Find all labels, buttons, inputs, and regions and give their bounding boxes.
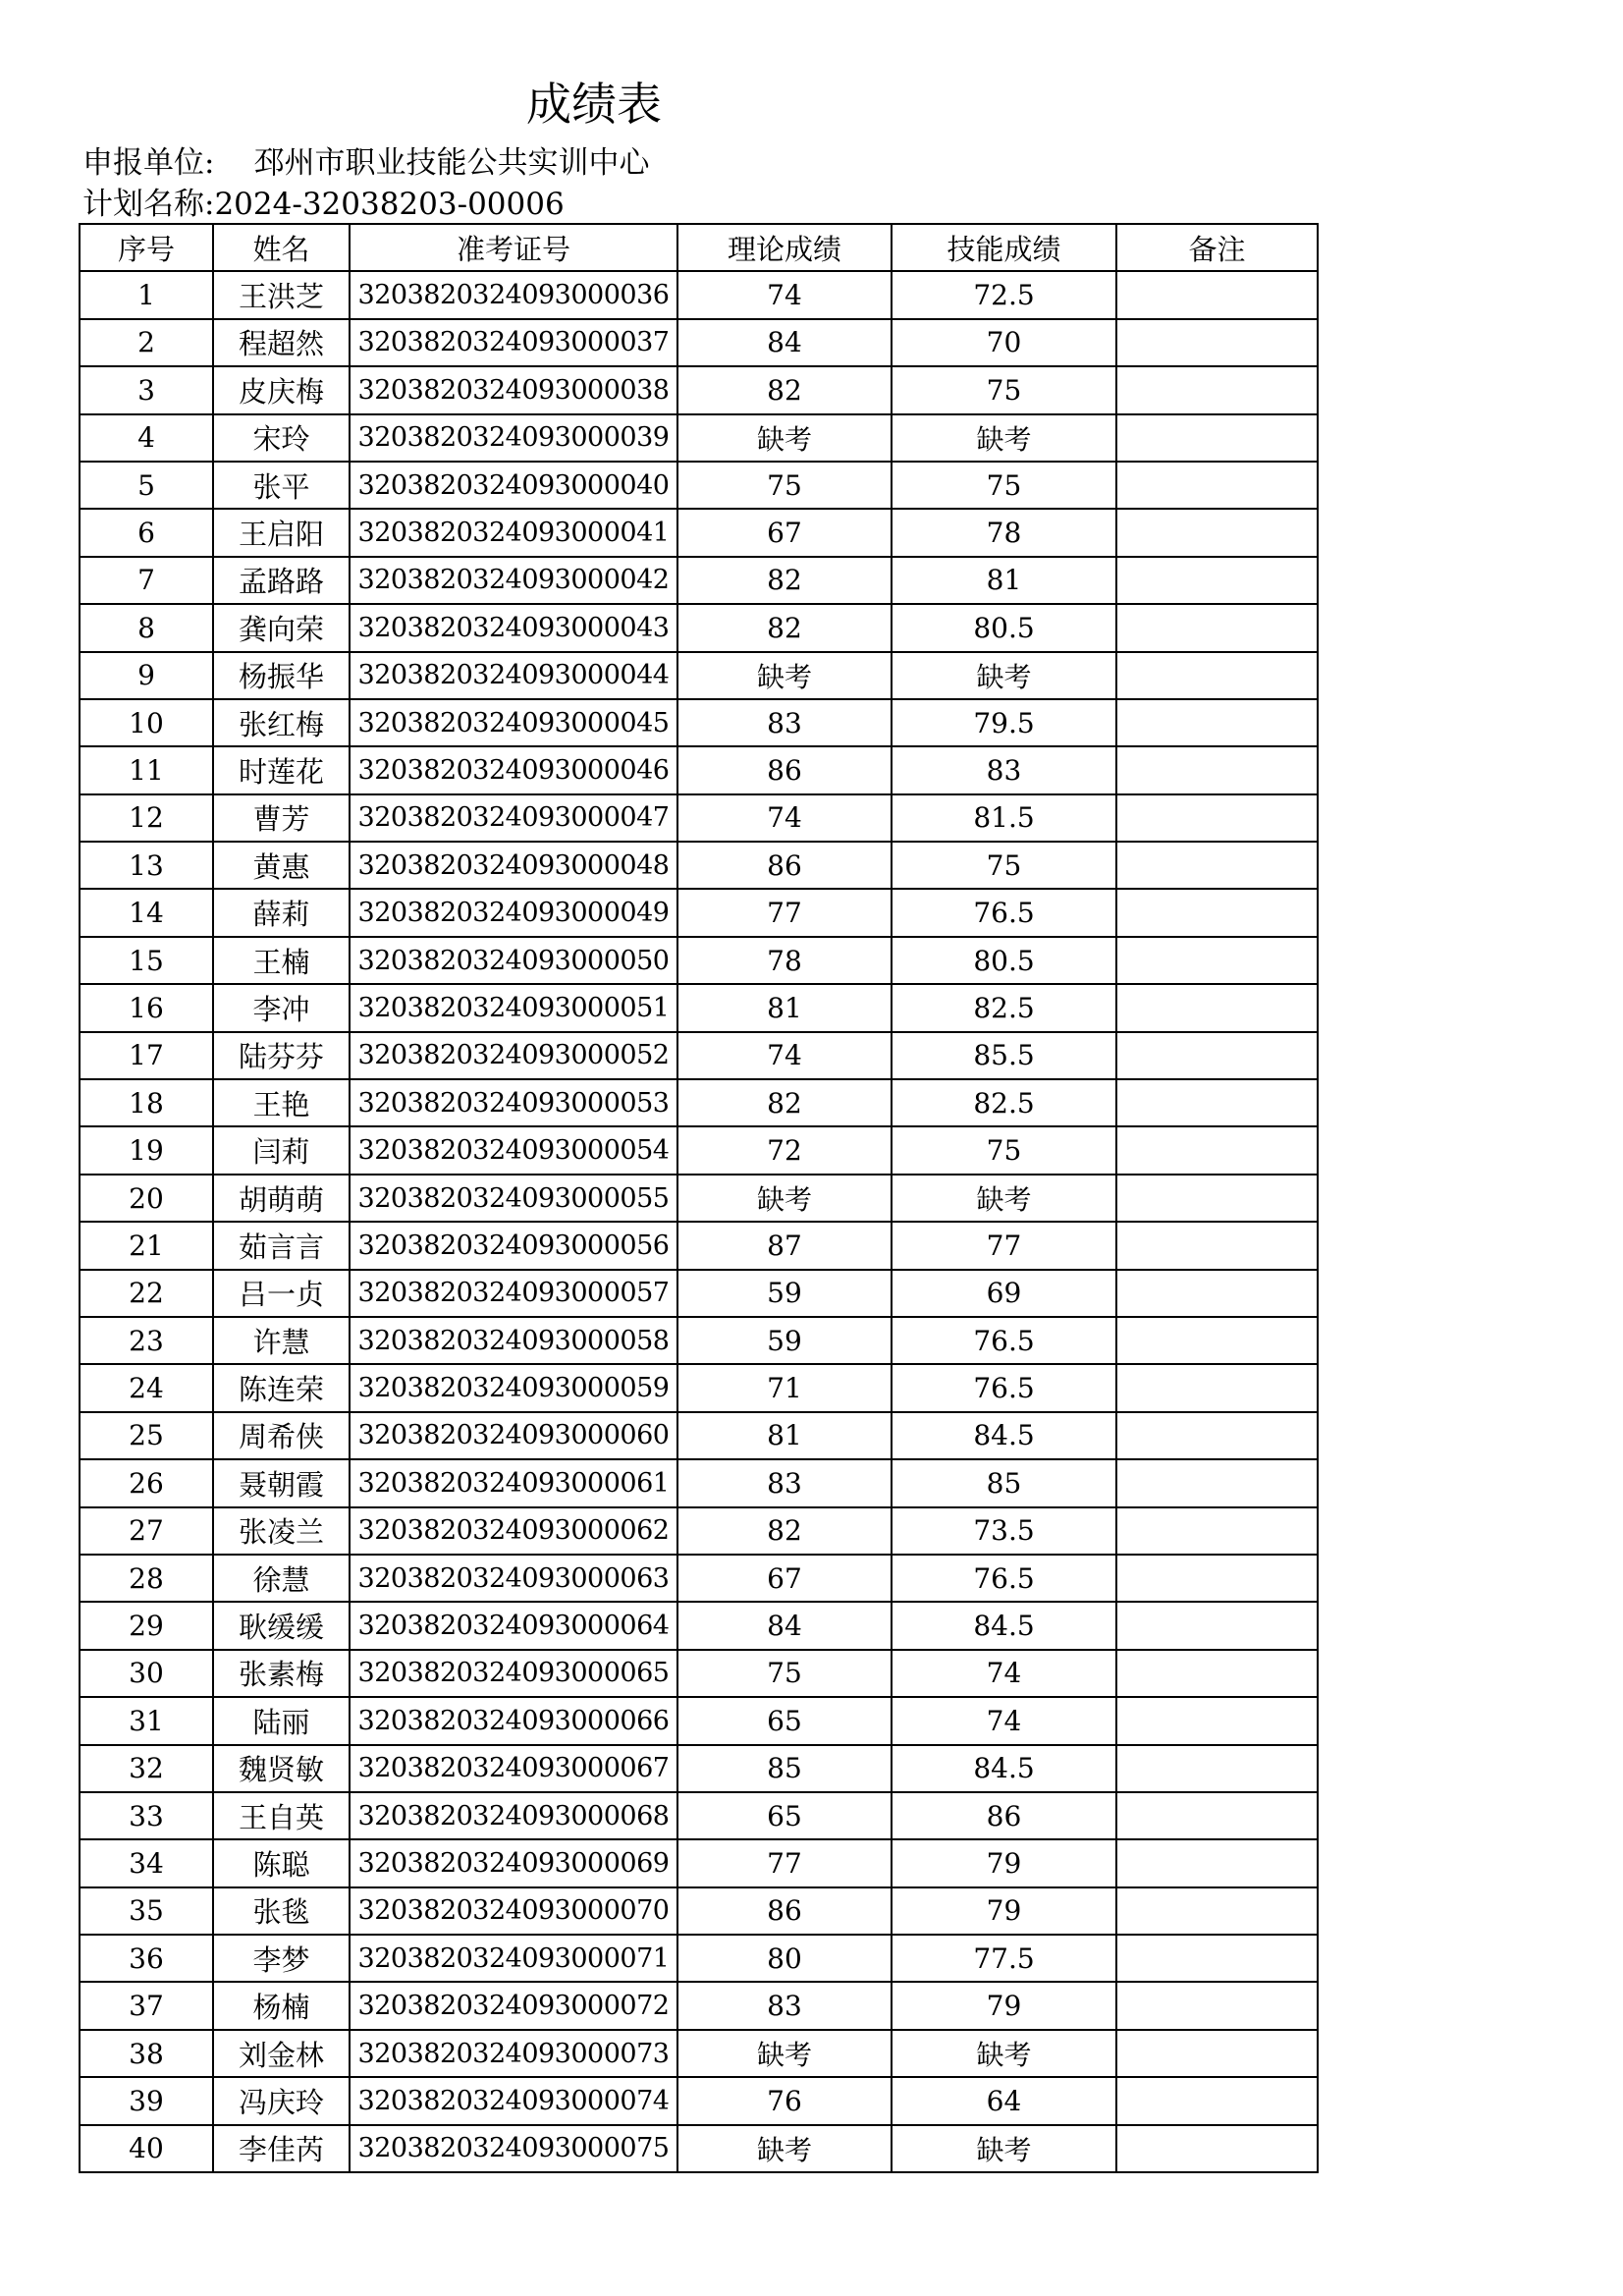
cell-remarks: [1116, 1839, 1318, 1886]
cell-remarks: [1116, 366, 1318, 413]
cell-remarks: [1116, 1317, 1318, 1364]
table-row: [80, 1412, 1318, 1459]
cell-skill-score: 79: [892, 1839, 1116, 1886]
cell-serial-number: 21: [80, 1222, 213, 1269]
cell-name: 李梦: [213, 1935, 350, 1982]
cell-exam-number: 3203820324093000058: [350, 1317, 677, 1364]
cell-serial-number: 25: [80, 1412, 213, 1459]
cell-serial-number: 16: [80, 984, 213, 1031]
cell-name: 宋玲: [213, 414, 350, 462]
cell-remarks: [1116, 1507, 1318, 1555]
cell-name: 陈聪: [213, 1839, 350, 1886]
cell-exam-number: 3203820324093000065: [350, 1650, 677, 1697]
cell-theory-score: 86: [677, 1887, 892, 1935]
cell-theory-score: 缺考: [677, 1175, 892, 1222]
cell-exam-number: 3203820324093000061: [350, 1459, 677, 1506]
cell-serial-number: 19: [80, 1126, 213, 1174]
cell-serial-number: 9: [80, 652, 213, 699]
cell-name: 聂朝霞: [213, 1459, 350, 1506]
cell-remarks: [1116, 1887, 1318, 1935]
cell-remarks: [1116, 1745, 1318, 1792]
cell-serial-number: 40: [80, 2125, 213, 2172]
cell-remarks: [1116, 1555, 1318, 1602]
cell-exam-number: 3203820324093000062: [350, 1507, 677, 1555]
cell-skill-score: 75: [892, 366, 1116, 413]
cell-skill-score: 缺考: [892, 2030, 1116, 2077]
table-row: [80, 1032, 1318, 1079]
cell-theory-score: 71: [677, 1364, 892, 1411]
cell-remarks: [1116, 1126, 1318, 1174]
cell-skill-score: 82.5: [892, 984, 1116, 1031]
plan-name-value: 2024-32038203-00006: [214, 187, 565, 222]
cell-remarks: [1116, 2077, 1318, 2124]
cell-theory-score: 67: [677, 509, 892, 556]
cell-exam-number: 3203820324093000075: [350, 2125, 677, 2172]
cell-theory-score: 59: [677, 1317, 892, 1364]
table-row: [80, 889, 1318, 936]
cell-exam-number: 3203820324093000047: [350, 794, 677, 842]
cell-remarks: [1116, 604, 1318, 651]
cell-exam-number: 3203820324093000059: [350, 1364, 677, 1411]
cell-exam-number: 3203820324093000052: [350, 1032, 677, 1079]
cell-theory-score: 84: [677, 319, 892, 366]
table-row: [80, 1697, 1318, 1744]
cell-theory-score: 84: [677, 1602, 892, 1649]
cell-theory-score: 87: [677, 1222, 892, 1269]
cell-name: 张红梅: [213, 699, 350, 746]
table-header-row: [80, 224, 1318, 271]
cell-theory-score: 缺考: [677, 2030, 892, 2077]
cell-exam-number: 3203820324093000072: [350, 1982, 677, 2029]
cell-exam-number: 3203820324093000037: [350, 319, 677, 366]
table-row: [80, 1839, 1318, 1886]
cell-exam-number: 3203820324093000051: [350, 984, 677, 1031]
table-row: [80, 557, 1318, 604]
cell-exam-number: 3203820324093000041: [350, 509, 677, 556]
cell-serial-number: 28: [80, 1555, 213, 1602]
cell-name: 程超然: [213, 319, 350, 366]
cell-skill-score: 75: [892, 462, 1116, 509]
cell-skill-score: 79: [892, 1887, 1116, 1935]
applicant-unit-label: 申报单位:: [82, 145, 215, 181]
page-title: 成绩表: [526, 78, 662, 131]
cell-skill-score: 84.5: [892, 1412, 1116, 1459]
cell-remarks: [1116, 1222, 1318, 1269]
cell-theory-score: 80: [677, 1935, 892, 1982]
cell-name: 闫莉: [213, 1126, 350, 1174]
cell-skill-score: 80.5: [892, 937, 1116, 984]
cell-remarks: [1116, 1032, 1318, 1079]
cell-theory-score: 83: [677, 1982, 892, 2029]
cell-skill-score: 76.5: [892, 889, 1116, 936]
cell-remarks: [1116, 509, 1318, 556]
cell-exam-number: 3203820324093000045: [350, 699, 677, 746]
cell-serial-number: 34: [80, 1839, 213, 1886]
cell-theory-score: 82: [677, 366, 892, 413]
cell-exam-number: 3203820324093000056: [350, 1222, 677, 1269]
table-row: [80, 746, 1318, 793]
cell-skill-score: 85.5: [892, 1032, 1116, 1079]
cell-remarks: [1116, 1602, 1318, 1649]
cell-skill-score: 64: [892, 2077, 1116, 2124]
cell-theory-score: 81: [677, 984, 892, 1031]
table-row: [80, 937, 1318, 984]
cell-skill-score: 缺考: [892, 414, 1116, 462]
cell-name: 张毯: [213, 1887, 350, 1935]
cell-serial-number: 33: [80, 1792, 213, 1839]
cell-name: 杨楠: [213, 1982, 350, 2029]
cell-name: 时莲花: [213, 746, 350, 793]
cell-theory-score: 82: [677, 604, 892, 651]
cell-name: 茹言言: [213, 1222, 350, 1269]
cell-remarks: [1116, 1364, 1318, 1411]
cell-name: 陆芬芬: [213, 1032, 350, 1079]
cell-theory-score: 76: [677, 2077, 892, 2124]
cell-skill-score: 81: [892, 557, 1116, 604]
applicant-unit-value: 邳州市职业技能公共实训中心: [253, 145, 650, 181]
cell-exam-number: 3203820324093000048: [350, 842, 677, 889]
cell-theory-score: 67: [677, 1555, 892, 1602]
table-row: [80, 652, 1318, 699]
table-row: [80, 699, 1318, 746]
cell-theory-score: 85: [677, 1745, 892, 1792]
cell-exam-number: 3203820324093000036: [350, 271, 677, 318]
cell-skill-score: 72.5: [892, 271, 1116, 318]
cell-exam-number: 3203820324093000039: [350, 414, 677, 462]
cell-serial-number: 7: [80, 557, 213, 604]
cell-skill-score: 81.5: [892, 794, 1116, 842]
cell-theory-score: 74: [677, 271, 892, 318]
table-row: [80, 1175, 1318, 1222]
cell-skill-score: 缺考: [892, 2125, 1116, 2172]
cell-skill-score: 76.5: [892, 1364, 1116, 1411]
cell-serial-number: 12: [80, 794, 213, 842]
cell-name: 薛莉: [213, 889, 350, 936]
cell-remarks: [1116, 889, 1318, 936]
cell-remarks: [1116, 699, 1318, 746]
cell-exam-number: 3203820324093000042: [350, 557, 677, 604]
cell-remarks: [1116, 2030, 1318, 2077]
cell-skill-score: 80.5: [892, 604, 1116, 651]
cell-theory-score: 缺考: [677, 2125, 892, 2172]
cell-skill-score: 74: [892, 1697, 1116, 1744]
cell-remarks: [1116, 1412, 1318, 1459]
cell-remarks: [1116, 462, 1318, 509]
table-row: [80, 1745, 1318, 1792]
cell-name: 王自英: [213, 1792, 350, 1839]
cell-serial-number: 37: [80, 1982, 213, 2029]
cell-name: 皮庆梅: [213, 366, 350, 413]
cell-skill-score: 77: [892, 1222, 1116, 1269]
cell-exam-number: 3203820324093000038: [350, 366, 677, 413]
cell-name: 耿缓缓: [213, 1602, 350, 1649]
table-row: [80, 984, 1318, 1031]
cell-serial-number: 31: [80, 1697, 213, 1744]
cell-serial-number: 30: [80, 1650, 213, 1697]
cell-skill-score: 79: [892, 1982, 1116, 2029]
cell-serial-number: 13: [80, 842, 213, 889]
cell-name: 吕一贞: [213, 1270, 350, 1317]
cell-skill-score: 75: [892, 1126, 1116, 1174]
cell-name: 张平: [213, 462, 350, 509]
cell-theory-score: 65: [677, 1792, 892, 1839]
table-row: [80, 1507, 1318, 1555]
table-row: [80, 414, 1318, 462]
cell-serial-number: 39: [80, 2077, 213, 2124]
cell-theory-score: 缺考: [677, 414, 892, 462]
table-row: [80, 509, 1318, 556]
cell-exam-number: 3203820324093000046: [350, 746, 677, 793]
cell-skill-score: 84.5: [892, 1602, 1116, 1649]
table-row: [80, 1317, 1318, 1364]
table-row: [80, 1079, 1318, 1126]
cell-serial-number: 6: [80, 509, 213, 556]
cell-name: 李冲: [213, 984, 350, 1031]
cell-theory-score: 65: [677, 1697, 892, 1744]
cell-name: 杨振华: [213, 652, 350, 699]
cell-skill-score: 70: [892, 319, 1116, 366]
cell-serial-number: 4: [80, 414, 213, 462]
cell-exam-number: 3203820324093000066: [350, 1697, 677, 1744]
cell-remarks: [1116, 319, 1318, 366]
cell-remarks: [1116, 1079, 1318, 1126]
cell-skill-score: 77.5: [892, 1935, 1116, 1982]
cell-name: 冯庆玲: [213, 2077, 350, 2124]
table-row: [80, 842, 1318, 889]
cell-serial-number: 17: [80, 1032, 213, 1079]
cell-name: 李佳芮: [213, 2125, 350, 2172]
table-row: [80, 794, 1318, 842]
cell-name: 周希侠: [213, 1412, 350, 1459]
cell-exam-number: 3203820324093000054: [350, 1126, 677, 1174]
cell-skill-score: 缺考: [892, 652, 1116, 699]
cell-name: 王启阳: [213, 509, 350, 556]
cell-theory-score: 78: [677, 937, 892, 984]
cell-serial-number: 8: [80, 604, 213, 651]
cell-remarks: [1116, 1270, 1318, 1317]
cell-theory-score: 74: [677, 794, 892, 842]
cell-remarks: [1116, 2125, 1318, 2172]
header-exam-number: 准考证号: [350, 224, 677, 271]
cell-remarks: [1116, 652, 1318, 699]
cell-theory-score: 82: [677, 557, 892, 604]
cell-exam-number: 3203820324093000053: [350, 1079, 677, 1126]
cell-name: 黄惠: [213, 842, 350, 889]
cell-name: 魏贤敏: [213, 1745, 350, 1792]
cell-theory-score: 82: [677, 1507, 892, 1555]
table-row: [80, 1887, 1318, 1935]
cell-skill-score: 76.5: [892, 1317, 1116, 1364]
cell-skill-score: 缺考: [892, 1175, 1116, 1222]
cell-remarks: [1116, 1175, 1318, 1222]
cell-theory-score: 86: [677, 842, 892, 889]
cell-exam-number: 3203820324093000070: [350, 1887, 677, 1935]
table-row: [80, 319, 1318, 366]
cell-exam-number: 3203820324093000067: [350, 1745, 677, 1792]
cell-remarks: [1116, 746, 1318, 793]
cell-name: 孟路路: [213, 557, 350, 604]
header-serial-number: 序号: [80, 224, 213, 271]
cell-remarks: [1116, 1697, 1318, 1744]
cell-theory-score: 59: [677, 1270, 892, 1317]
cell-name: 曹芳: [213, 794, 350, 842]
cell-theory-score: 83: [677, 699, 892, 746]
cell-theory-score: 83: [677, 1459, 892, 1506]
cell-skill-score: 85: [892, 1459, 1116, 1506]
cell-remarks: [1116, 557, 1318, 604]
cell-name: 龚向荣: [213, 604, 350, 651]
cell-skill-score: 82.5: [892, 1079, 1116, 1126]
cell-serial-number: 38: [80, 2030, 213, 2077]
score-table-body: [80, 271, 1318, 2172]
cell-theory-score: 74: [677, 1032, 892, 1079]
cell-exam-number: 3203820324093000073: [350, 2030, 677, 2077]
cell-serial-number: 20: [80, 1175, 213, 1222]
cell-skill-score: 86: [892, 1792, 1116, 1839]
cell-skill-score: 76.5: [892, 1555, 1116, 1602]
cell-theory-score: 77: [677, 1839, 892, 1886]
cell-serial-number: 36: [80, 1935, 213, 1982]
cell-remarks: [1116, 414, 1318, 462]
cell-name: 陈连荣: [213, 1364, 350, 1411]
cell-name: 许慧: [213, 1317, 350, 1364]
plan-name-line: [82, 187, 565, 222]
applicant-unit-line: [82, 145, 649, 181]
cell-name: 王洪芝: [213, 271, 350, 318]
table-row: [80, 604, 1318, 651]
cell-exam-number: 3203820324093000043: [350, 604, 677, 651]
cell-skill-score: 78: [892, 509, 1116, 556]
cell-serial-number: 3: [80, 366, 213, 413]
cell-exam-number: 3203820324093000068: [350, 1792, 677, 1839]
cell-skill-score: 84.5: [892, 1745, 1116, 1792]
cell-serial-number: 32: [80, 1745, 213, 1792]
cell-exam-number: 3203820324093000063: [350, 1555, 677, 1602]
table-row: [80, 1602, 1318, 1649]
table-row: [80, 2077, 1318, 2124]
cell-serial-number: 35: [80, 1887, 213, 1935]
score-table: [79, 223, 1319, 2173]
plan-name-label: 计划名称:: [82, 187, 215, 222]
cell-name: 王楠: [213, 937, 350, 984]
cell-remarks: [1116, 271, 1318, 318]
table-row: [80, 1222, 1318, 1269]
cell-exam-number: 3203820324093000069: [350, 1839, 677, 1886]
table-row: [80, 1126, 1318, 1174]
cell-skill-score: 73.5: [892, 1507, 1116, 1555]
table-row: [80, 2125, 1318, 2172]
cell-theory-score: 81: [677, 1412, 892, 1459]
cell-theory-score: 缺考: [677, 652, 892, 699]
table-row: [80, 2030, 1318, 2077]
cell-skill-score: 79.5: [892, 699, 1116, 746]
table-row: [80, 1982, 1318, 2029]
cell-remarks: [1116, 1935, 1318, 1982]
cell-exam-number: 3203820324093000055: [350, 1175, 677, 1222]
cell-name: 胡萌萌: [213, 1175, 350, 1222]
header-skill-score: 技能成绩: [892, 224, 1116, 271]
cell-exam-number: 3203820324093000050: [350, 937, 677, 984]
cell-theory-score: 82: [677, 1079, 892, 1126]
cell-remarks: [1116, 984, 1318, 1031]
cell-serial-number: 24: [80, 1364, 213, 1411]
table-row: [80, 1935, 1318, 1982]
cell-serial-number: 10: [80, 699, 213, 746]
cell-exam-number: 3203820324093000049: [350, 889, 677, 936]
header-remarks: 备注: [1116, 224, 1318, 271]
header-theory-score: 理论成绩: [677, 224, 892, 271]
cell-theory-score: 77: [677, 889, 892, 936]
cell-skill-score: 75: [892, 842, 1116, 889]
cell-serial-number: 26: [80, 1459, 213, 1506]
cell-skill-score: 83: [892, 746, 1116, 793]
cell-exam-number: 3203820324093000071: [350, 1935, 677, 1982]
cell-remarks: [1116, 1982, 1318, 2029]
cell-name: 徐慧: [213, 1555, 350, 1602]
table-row: [80, 462, 1318, 509]
cell-name: 陆丽: [213, 1697, 350, 1744]
cell-serial-number: 2: [80, 319, 213, 366]
cell-name: 张凌兰: [213, 1507, 350, 1555]
table-row: [80, 1459, 1318, 1506]
cell-exam-number: 3203820324093000074: [350, 2077, 677, 2124]
table-row: [80, 1555, 1318, 1602]
cell-theory-score: 75: [677, 462, 892, 509]
cell-exam-number: 3203820324093000044: [350, 652, 677, 699]
cell-name: 王艳: [213, 1079, 350, 1126]
cell-serial-number: 5: [80, 462, 213, 509]
cell-exam-number: 3203820324093000057: [350, 1270, 677, 1317]
cell-serial-number: 27: [80, 1507, 213, 1555]
table-row: [80, 366, 1318, 413]
cell-exam-number: 3203820324093000040: [350, 462, 677, 509]
cell-skill-score: 74: [892, 1650, 1116, 1697]
cell-name: 张素梅: [213, 1650, 350, 1697]
cell-serial-number: 1: [80, 271, 213, 318]
cell-serial-number: 18: [80, 1079, 213, 1126]
cell-exam-number: 3203820324093000060: [350, 1412, 677, 1459]
cell-theory-score: 72: [677, 1126, 892, 1174]
table-row: [80, 1650, 1318, 1697]
cell-remarks: [1116, 842, 1318, 889]
table-row: [80, 1792, 1318, 1839]
cell-skill-score: 69: [892, 1270, 1116, 1317]
table-row: [80, 271, 1318, 318]
cell-serial-number: 14: [80, 889, 213, 936]
header-name: 姓名: [213, 224, 350, 271]
cell-remarks: [1116, 937, 1318, 984]
cell-serial-number: 15: [80, 937, 213, 984]
cell-theory-score: 75: [677, 1650, 892, 1697]
cell-theory-score: 86: [677, 746, 892, 793]
cell-name: 刘金林: [213, 2030, 350, 2077]
cell-serial-number: 11: [80, 746, 213, 793]
cell-serial-number: 29: [80, 1602, 213, 1649]
table-row: [80, 1364, 1318, 1411]
cell-serial-number: 23: [80, 1317, 213, 1364]
cell-exam-number: 3203820324093000064: [350, 1602, 677, 1649]
cell-remarks: [1116, 1459, 1318, 1506]
cell-serial-number: 22: [80, 1270, 213, 1317]
cell-remarks: [1116, 794, 1318, 842]
cell-remarks: [1116, 1650, 1318, 1697]
table-row: [80, 1270, 1318, 1317]
cell-remarks: [1116, 1792, 1318, 1839]
